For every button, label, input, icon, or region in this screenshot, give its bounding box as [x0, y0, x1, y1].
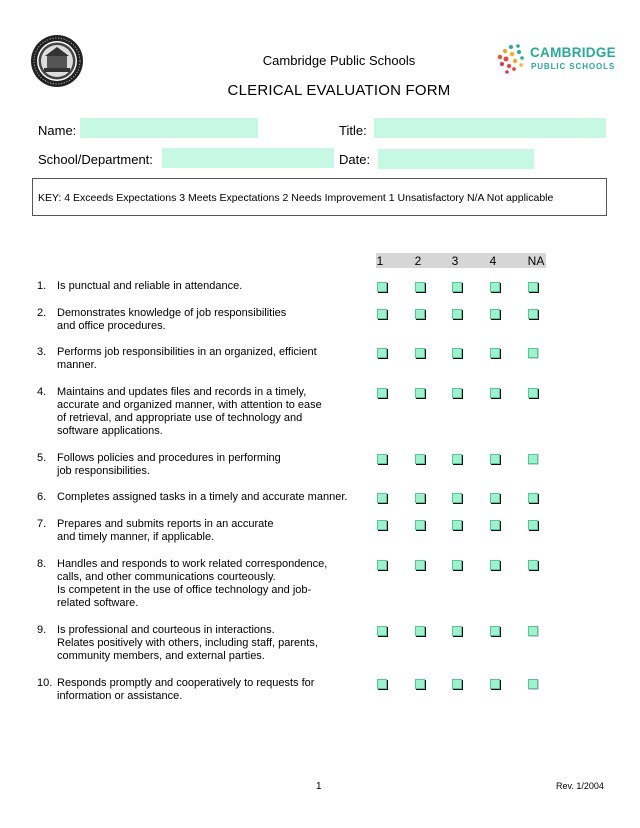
item-number: 6.	[37, 491, 47, 503]
item-text-line: Performs job responsibilities in an organized, efficient	[57, 346, 317, 358]
rating-column-2: 2	[414, 254, 422, 268]
organization-name: Cambridge Public Schools	[262, 53, 416, 68]
rating-checkbox-na[interactable]	[528, 348, 538, 358]
item-text-line: software applications.	[57, 425, 163, 437]
item-text-line: Demonstrates knowledge of job responsibilities	[57, 307, 287, 319]
rating-checkbox-1[interactable]	[377, 493, 387, 503]
rating-checkbox-3[interactable]	[452, 560, 462, 570]
item-text-line: Handles and responds to work related correspondence,	[57, 558, 328, 570]
item-text	[57, 452, 281, 478]
rating-checkbox-2[interactable]	[415, 348, 425, 358]
item-text-line: Completes assigned tasks in a timely and accurate manner.	[57, 491, 348, 503]
item-text-line: Responds promptly and cooperatively to requests for	[57, 677, 315, 689]
rating-checkbox-na[interactable]	[528, 560, 538, 570]
rating-checkbox-1[interactable]	[377, 348, 387, 358]
item-number: 9.	[37, 624, 47, 636]
rating-checkbox-2[interactable]	[415, 520, 425, 530]
page-number: 1	[316, 781, 322, 792]
rating-checkbox-3[interactable]	[452, 388, 462, 398]
school-department-field[interactable]	[162, 148, 334, 168]
rating-checkbox-na[interactable]	[528, 282, 538, 292]
date-label: Date:	[339, 152, 371, 167]
rating-checkbox-2[interactable]	[415, 454, 425, 464]
item-text-line: Follows policies and procedures in performing	[57, 452, 281, 464]
rating-checkbox-3[interactable]	[452, 282, 462, 292]
rating-column-na: NA	[527, 254, 545, 268]
item-text-line: Is punctual and reliable in attendance.	[57, 280, 243, 292]
rating-checkbox-4[interactable]	[490, 388, 500, 398]
item-number: 7.	[37, 518, 47, 530]
item-text-line: manner.	[57, 359, 97, 371]
form-title: CLERICAL EVALUATION FORM	[227, 82, 451, 99]
item-number: 5.	[37, 452, 47, 464]
rating-checkbox-2[interactable]	[415, 679, 425, 689]
rating-checkbox-4[interactable]	[490, 348, 500, 358]
rating-column-1: 1	[376, 254, 384, 268]
item-number: 2.	[37, 307, 47, 319]
title-field[interactable]	[374, 118, 606, 138]
rating-checkbox-1[interactable]	[377, 309, 387, 319]
rating-checkbox-2[interactable]	[415, 626, 425, 636]
rating-checkbox-4[interactable]	[490, 282, 500, 292]
school-department-label: School/Department:	[38, 152, 153, 167]
rating-checkbox-2[interactable]	[415, 282, 425, 292]
item-text	[57, 491, 347, 504]
rating-checkbox-1[interactable]	[377, 282, 387, 292]
name-field[interactable]	[80, 118, 258, 138]
item-text-line: accurate and organized manner, with attention to ease	[57, 399, 322, 411]
item-text-line: job responsibilities.	[57, 465, 150, 477]
name-label: Name:	[38, 123, 77, 138]
rating-checkbox-3[interactable]	[452, 626, 462, 636]
rating-checkbox-4[interactable]	[490, 679, 500, 689]
rating-checkbox-1[interactable]	[377, 560, 387, 570]
item-text-line: and timely manner, if applicable.	[57, 531, 215, 543]
rating-checkbox-3[interactable]	[452, 348, 462, 358]
date-field[interactable]	[378, 149, 534, 169]
item-number: 3.	[37, 346, 47, 358]
logo-text-public-schools: PUBLIC SCHOOLS	[531, 62, 616, 71]
rating-checkbox-na[interactable]	[528, 388, 538, 398]
item-text-line: of retrieval, and appropriate use of technology and	[57, 412, 303, 424]
rating-checkbox-4[interactable]	[490, 560, 500, 570]
rating-checkbox-2[interactable]	[415, 388, 425, 398]
rating-checkbox-3[interactable]	[452, 520, 462, 530]
rating-checkbox-na[interactable]	[528, 309, 538, 319]
rating-checkbox-1[interactable]	[377, 454, 387, 464]
rating-checkbox-4[interactable]	[490, 493, 500, 503]
item-text-line: Prepares and submits reports in an accurate	[57, 518, 274, 530]
item-text-line: calls, and other communications courteously.	[57, 571, 276, 583]
item-text-line: community members, and external parties.	[57, 650, 265, 662]
item-number: 10.	[37, 677, 53, 689]
rating-checkbox-2[interactable]	[415, 309, 425, 319]
rating-checkbox-na[interactable]	[528, 493, 538, 503]
rating-checkbox-4[interactable]	[490, 309, 500, 319]
rating-checkbox-4[interactable]	[490, 454, 500, 464]
item-text-line: Is competent in the use of office technology and job-	[57, 584, 312, 596]
rating-checkbox-3[interactable]	[452, 309, 462, 319]
rating-column-4: 4	[489, 254, 497, 268]
item-text	[57, 624, 318, 663]
rating-key: KEY: 4 Exceeds Expectations 3 Meets Expectations 2 Needs Improvement 1 Unsatisfactory N/A Not applicable	[38, 192, 554, 204]
item-text-line: and office procedures.	[57, 320, 166, 332]
item-text	[57, 346, 317, 372]
rating-checkbox-na[interactable]	[528, 520, 538, 530]
rating-checkbox-na[interactable]	[528, 454, 538, 464]
rating-checkbox-2[interactable]	[415, 493, 425, 503]
revision-date: Rev. 1/2004	[556, 781, 604, 791]
item-text	[57, 280, 242, 293]
item-text-line: related software.	[57, 597, 139, 609]
item-number: 8.	[37, 558, 47, 570]
item-text	[57, 307, 286, 333]
rating-checkbox-1[interactable]	[377, 626, 387, 636]
rating-column-3: 3	[451, 254, 459, 268]
rating-checkbox-3[interactable]	[452, 454, 462, 464]
item-text	[57, 386, 322, 438]
item-text	[57, 558, 327, 610]
rating-checkbox-4[interactable]	[490, 626, 500, 636]
rating-checkbox-na[interactable]	[528, 679, 538, 689]
item-text-line: Is professional and courteous in interactions.	[57, 624, 275, 636]
rating-checkbox-3[interactable]	[452, 679, 462, 689]
item-text-line: Maintains and updates files and records in a timely,	[57, 386, 307, 398]
item-text	[57, 518, 273, 544]
item-text-line: information or assistance.	[57, 690, 183, 702]
title-label: Title:	[339, 123, 367, 138]
item-text	[57, 677, 314, 703]
rating-checkbox-1[interactable]	[377, 520, 387, 530]
rating-checkbox-3[interactable]	[452, 493, 462, 503]
item-number: 1.	[37, 280, 47, 292]
rating-checkbox-na[interactable]	[528, 626, 538, 636]
rating-checkbox-1[interactable]	[377, 388, 387, 398]
item-text-line: Relates positively with others, including staff, parents,	[57, 637, 318, 649]
rating-checkbox-1[interactable]	[377, 679, 387, 689]
rating-checkbox-4[interactable]	[490, 520, 500, 530]
rating-checkbox-2[interactable]	[415, 560, 425, 570]
logo-text-cambridge: CAMBRIDGE	[530, 45, 616, 60]
item-number: 4.	[37, 386, 47, 398]
